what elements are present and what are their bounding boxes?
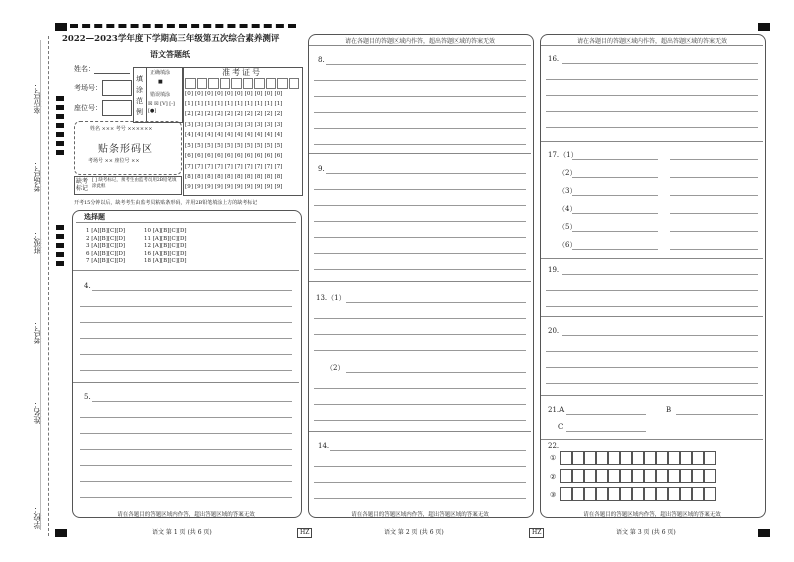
grid-cell[interactable] xyxy=(704,487,716,501)
digit-row-8[interactable]: [8] [8] [8] [8] [8] [8] [8] [8] [8] [8] xyxy=(185,174,283,180)
grid-cell[interactable] xyxy=(596,487,608,501)
exam-id-cells[interactable] xyxy=(185,78,299,88)
q19-label: 19. xyxy=(548,266,560,274)
answer-line[interactable] xyxy=(314,96,526,97)
corner-marker-br xyxy=(758,529,770,537)
grid-cell[interactable] xyxy=(632,487,644,501)
grid-cell[interactable] xyxy=(680,487,692,501)
section-divider xyxy=(309,281,531,282)
grid-cell[interactable] xyxy=(560,487,572,501)
grid-cell[interactable] xyxy=(560,469,572,483)
grid-cell[interactable] xyxy=(644,451,656,465)
grid-cell[interactable] xyxy=(668,451,680,465)
grid-cell[interactable] xyxy=(692,469,704,483)
notice-bottom-1: 请在各题目的答题区域内作答，超出答题区域的答案无效 xyxy=(117,512,255,518)
grid-cell[interactable] xyxy=(644,487,656,501)
wrong-marks: ☒ ☒ [V] [-] [●] xyxy=(148,101,175,114)
answer-line[interactable] xyxy=(326,64,526,65)
grid-cell[interactable] xyxy=(692,487,704,501)
exam-title: 2022—2023学年度下学期高三年级第五次综合素养测评 xyxy=(62,34,280,44)
grid-cell[interactable] xyxy=(608,487,620,501)
choice-row[interactable]: 6 [A][B][C][D] xyxy=(86,250,126,257)
choice-title: 选择题 xyxy=(84,212,105,221)
answer-line[interactable] xyxy=(566,414,646,415)
q17-sub-6: （6） xyxy=(558,241,577,249)
section-divider xyxy=(73,270,299,271)
binding-name: 姓名： xyxy=(33,400,42,424)
grid-cell[interactable] xyxy=(572,469,584,483)
grid-cell[interactable] xyxy=(572,451,584,465)
absent-note: [ ] 缺考标记，须考生由监考员用2B铅笔填涂此框 xyxy=(92,178,177,189)
section-divider xyxy=(541,316,763,317)
grid-cell[interactable] xyxy=(620,469,632,483)
grid-cell[interactable] xyxy=(572,487,584,501)
answer-line[interactable] xyxy=(562,63,758,64)
choice-right[interactable] xyxy=(144,228,187,266)
grid-cell[interactable] xyxy=(584,451,596,465)
answer-line[interactable] xyxy=(314,420,526,421)
answer-line[interactable] xyxy=(92,401,292,402)
footer-page-3: 语文 第 3 页 (共 6 页) xyxy=(616,529,676,536)
grid-cell[interactable] xyxy=(668,487,680,501)
section-divider xyxy=(541,258,763,259)
answer-line[interactable] xyxy=(80,449,292,450)
q4-label: 4. xyxy=(84,282,91,290)
binding-school: 学校： xyxy=(33,505,42,529)
answer-line[interactable] xyxy=(314,498,526,499)
answer-line[interactable] xyxy=(572,213,658,214)
q22-row-2: ② xyxy=(550,473,557,481)
fill-range-2: 涂 xyxy=(136,86,143,94)
fill-range-4: 例 xyxy=(136,108,143,116)
answer-line[interactable] xyxy=(562,274,758,275)
answer-line[interactable] xyxy=(314,205,526,206)
choice-row[interactable]: 18 [A][B][C][D] xyxy=(144,258,187,264)
digit-row-5[interactable]: [5] [5] [5] [5] [5] [5] [5] [5] [5] [5] xyxy=(185,143,283,149)
grid-cell[interactable] xyxy=(656,451,668,465)
footer-page-2: 语文 第 2 页 (共 6 页) xyxy=(384,529,444,536)
q14-label: 14. xyxy=(318,442,330,450)
footer-page-1: 语文 第 1 页 (共 6 页) xyxy=(152,529,212,536)
q17-sub-5: （5） xyxy=(558,223,577,231)
timing-marks xyxy=(56,96,64,159)
answer-line[interactable] xyxy=(670,249,758,250)
correct-label: 正确填涂 xyxy=(150,70,171,76)
q17-sub-2: （2） xyxy=(558,169,577,177)
answer-line[interactable] xyxy=(314,237,526,238)
answer-line[interactable] xyxy=(546,383,758,384)
answer-line[interactable] xyxy=(80,370,292,371)
q9-label: 9. xyxy=(318,165,325,173)
barcode-label: 贴条形码区 xyxy=(98,144,153,155)
notice-bottom-3: 请在各题目的答题区域内作答，超出答题区域的答案无效 xyxy=(583,512,721,518)
section-divider xyxy=(541,395,763,396)
grid-cell[interactable] xyxy=(668,469,680,483)
footer-tag-2: HZ xyxy=(529,528,544,538)
answer-line[interactable] xyxy=(670,213,758,214)
exam-room-box[interactable] xyxy=(102,80,132,96)
seat-label: 座位号： xyxy=(74,104,102,112)
q17-sub-3: （3） xyxy=(558,187,577,195)
answer-line[interactable] xyxy=(546,367,758,368)
choice-left[interactable] xyxy=(86,228,125,266)
answer-line[interactable] xyxy=(562,335,758,336)
answer-line[interactable] xyxy=(314,144,526,145)
answer-line[interactable] xyxy=(80,481,292,482)
answer-line[interactable] xyxy=(314,388,526,389)
binding-exam-no: 考号： xyxy=(33,320,42,344)
q22-row-3: ③ xyxy=(550,491,557,499)
digit-row-9[interactable]: [9] [9] [9] [9] [9] [9] [9] [9] [9] [9] xyxy=(185,184,283,190)
q17-1-label: 17.（1） xyxy=(548,151,578,159)
instruction: 开考15分钟以后，缺考考生由监考员粘贴条形码，并用2B铅笔填涂上方的缺考标记 xyxy=(74,200,258,206)
binding-underline xyxy=(40,40,41,530)
answer-line[interactable] xyxy=(546,290,758,291)
grid-cell[interactable] xyxy=(596,469,608,483)
grid-cell[interactable] xyxy=(656,487,668,501)
q20-label: 20. xyxy=(548,327,560,335)
answer-line[interactable] xyxy=(670,177,758,178)
answer-line[interactable] xyxy=(314,253,526,254)
choice-row[interactable]: 3 [A][B][C][D] xyxy=(86,243,126,249)
choice-row[interactable]: 1 [A][B][C][D] xyxy=(86,228,126,234)
grid-cell[interactable] xyxy=(584,469,596,483)
grid-cell[interactable] xyxy=(680,451,692,465)
digit-row-6[interactable]: [6] [6] [6] [6] [6] [6] [6] [6] [6] [6] xyxy=(185,153,283,159)
answer-line[interactable] xyxy=(314,466,526,467)
fill-range-box xyxy=(133,67,147,123)
grid-cell[interactable] xyxy=(620,487,632,501)
grid-cell[interactable] xyxy=(596,451,608,465)
answer-line[interactable] xyxy=(546,306,758,307)
notice-top-3: 请在各题目的答题区域内作答，超出答题区域的答案无效 xyxy=(576,38,727,45)
answer-line[interactable] xyxy=(314,482,526,483)
binding-class: 班级： xyxy=(33,230,42,254)
corner-marker-tr xyxy=(758,23,770,31)
answer-line[interactable] xyxy=(80,465,292,466)
answer-line[interactable] xyxy=(676,414,758,415)
q22-row-1: ① xyxy=(550,454,557,462)
exam-id-label: 准考证号 xyxy=(222,68,262,77)
q17-sub-4: （4） xyxy=(558,205,577,213)
q21-c-label: C xyxy=(558,423,564,431)
choice-row[interactable]: 16 [A][B][C][D] xyxy=(144,250,187,257)
answer-line[interactable] xyxy=(546,127,758,128)
barcode-small-top: 姓名 ××× 考号 ×××××× xyxy=(90,126,153,132)
answer-line[interactable] xyxy=(572,159,658,160)
answer-line[interactable] xyxy=(314,350,526,351)
footer-tag-1: HZ xyxy=(297,528,312,538)
digit-row-0[interactable]: [0] [0] [0] [0] [0] [0] [0] [0] [0] [0] xyxy=(185,91,283,97)
fill-range-1: 填 xyxy=(136,75,143,83)
answer-line[interactable] xyxy=(314,112,526,113)
answer-panel-2 xyxy=(308,34,534,518)
answer-line[interactable] xyxy=(80,433,292,434)
barcode-small-bottom: 考场号 ×× 座位号 ×× xyxy=(88,158,140,164)
grid-cell[interactable] xyxy=(632,451,644,465)
grid-cell[interactable] xyxy=(680,469,692,483)
answer-line[interactable] xyxy=(314,221,526,222)
answer-line[interactable] xyxy=(670,195,758,196)
header-rule xyxy=(541,45,763,46)
choice-row[interactable]: 11 [A][B][C][D] xyxy=(144,235,187,242)
digit-row-7[interactable]: [7] [7] [7] [7] [7] [7] [7] [7] [7] [7] xyxy=(185,164,283,170)
digit-row-1[interactable]: [1] [1] [1] [1] [1] [1] [1] [1] [1] [1] xyxy=(185,101,283,107)
answer-line[interactable] xyxy=(314,189,526,190)
answer-line[interactable] xyxy=(80,322,292,323)
answer-line[interactable] xyxy=(330,450,526,451)
answer-line[interactable] xyxy=(546,111,758,112)
timing-marks-2 xyxy=(56,225,64,270)
answer-line[interactable] xyxy=(314,269,526,270)
grid-cell[interactable] xyxy=(560,451,572,465)
section-divider xyxy=(73,382,299,383)
answer-line[interactable] xyxy=(80,497,292,498)
section-divider xyxy=(309,431,531,432)
correct-mark: ■ xyxy=(158,79,163,85)
answer-line[interactable] xyxy=(80,306,292,307)
answer-line[interactable] xyxy=(346,302,526,303)
grid-cell[interactable] xyxy=(632,469,644,483)
section-divider xyxy=(309,153,531,154)
grid-cell[interactable] xyxy=(704,451,716,465)
section-divider xyxy=(541,141,763,142)
corner-marker-tl xyxy=(55,23,67,31)
seat-box[interactable] xyxy=(102,100,132,116)
answer-line[interactable] xyxy=(314,334,526,335)
q22-label: 22. xyxy=(548,442,560,450)
grid-cell[interactable] xyxy=(608,469,620,483)
name-line xyxy=(94,73,130,74)
answer-line[interactable] xyxy=(572,195,658,196)
sheet-title: 语文答题纸 xyxy=(150,49,190,59)
q5-label: 5. xyxy=(84,393,91,401)
notice-top-2: 请在各题目的答题区域内作答，超出答题区域的答案无效 xyxy=(344,38,495,45)
q16-label: 16. xyxy=(548,55,560,63)
answer-line[interactable] xyxy=(92,290,292,291)
q21-a-label: 21.A xyxy=(548,406,565,414)
grid-cell[interactable] xyxy=(704,469,716,483)
choice-title-rule xyxy=(76,222,296,223)
answer-panel-3 xyxy=(540,34,766,518)
answer-line[interactable] xyxy=(566,431,646,432)
digit-row-3[interactable]: [3] [3] [3] [3] [3] [3] [3] [3] [3] [3] xyxy=(185,122,283,128)
choice-row[interactable]: 10 [A][B][C][D] xyxy=(144,228,187,234)
answer-line[interactable] xyxy=(572,249,658,250)
name-label: 姓名： xyxy=(74,65,95,73)
digit-row-4[interactable]: [4] [4] [4] [4] [4] [4] [4] [4] [4] [4] xyxy=(185,132,283,138)
grid-cell[interactable] xyxy=(656,469,668,483)
notice-bottom-2: 请在各题目的答题区域内作答，超出答题区域的答案无效 xyxy=(351,512,489,518)
binding-seat: 座位号： xyxy=(33,82,42,114)
absent-label: 缺考标记 xyxy=(76,178,89,192)
answer-line[interactable] xyxy=(546,351,758,352)
q8-label: 8. xyxy=(318,56,325,64)
grid-cell[interactable] xyxy=(608,451,620,465)
binding-line xyxy=(48,36,49,536)
grid-cell[interactable] xyxy=(584,487,596,501)
choice-row[interactable]: 12 [A][B][C][D] xyxy=(144,243,187,249)
answer-line[interactable] xyxy=(314,318,526,319)
binding-room: 考场号： xyxy=(33,160,42,192)
answer-line[interactable] xyxy=(572,177,658,178)
answer-line[interactable] xyxy=(80,338,292,339)
grid-cell[interactable] xyxy=(644,469,656,483)
answer-line[interactable] xyxy=(572,231,658,232)
fill-range-3: 范 xyxy=(136,97,143,105)
q13-2-label: （2） xyxy=(326,364,345,372)
answer-line[interactable] xyxy=(326,173,526,174)
grid-cell[interactable] xyxy=(692,451,704,465)
wrong-label: 错误填涂 xyxy=(150,92,171,98)
answer-line[interactable] xyxy=(546,79,758,80)
top-dash-bar xyxy=(70,24,296,28)
choice-row[interactable]: 7 [A][B][C][D] xyxy=(86,258,126,264)
answer-line[interactable] xyxy=(546,95,758,96)
q13-1-label: 13.（1） xyxy=(316,294,346,302)
q21-b-label: B xyxy=(666,406,672,414)
answer-line[interactable] xyxy=(80,354,292,355)
answer-line[interactable] xyxy=(314,128,526,129)
answer-line[interactable] xyxy=(80,417,292,418)
choice-row[interactable]: 2 [A][B][C][D] xyxy=(86,235,126,242)
answer-line[interactable] xyxy=(314,80,526,81)
grid-cell[interactable] xyxy=(620,451,632,465)
answer-line[interactable] xyxy=(670,231,758,232)
answer-line[interactable] xyxy=(670,159,758,160)
header-rule xyxy=(309,45,531,46)
answer-line[interactable] xyxy=(346,372,526,373)
answer-line[interactable] xyxy=(314,404,526,405)
corner-marker-bl xyxy=(55,529,67,537)
digit-row-2[interactable]: [2] [2] [2] [2] [2] [2] [2] [2] [2] [2] xyxy=(185,111,283,117)
section-divider xyxy=(541,439,763,440)
exam-room-label: 考场号： xyxy=(74,84,102,92)
